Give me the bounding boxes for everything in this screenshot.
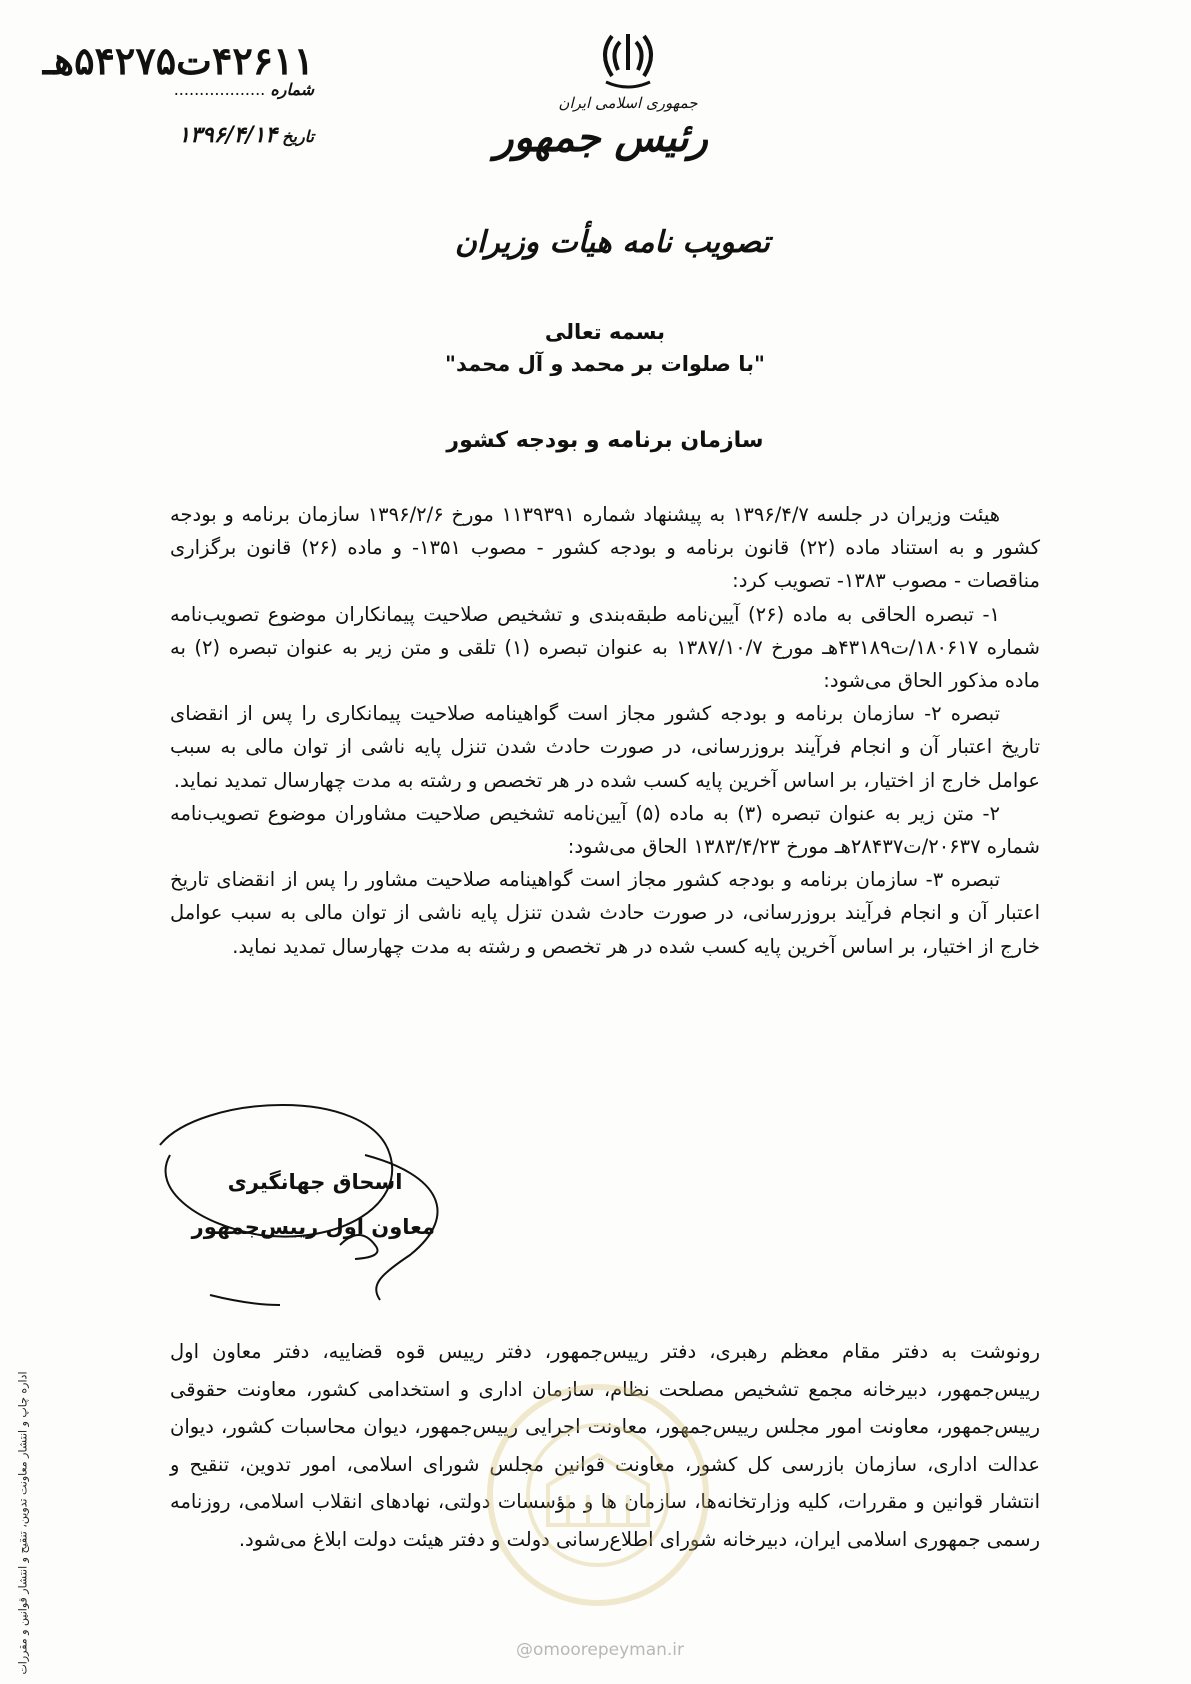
header-emblem-block (494, 30, 708, 161)
watermark-logo-icon (478, 1375, 718, 1615)
decree-item-1: ۱- تبصره الحاقی به ماده (۲۶) آیین‌نامه طبقه‌بندی و تشخیص صلاحیت پیمانکاران موضوع تصویب‌نامه شماره ۱۸۰۶۱۷/ت۴۳۱۸۹هـ مورخ ۱۳۸۷/۱۰/۷ به عنوان تبصره (۱) تلقی و متن زیر به عنوان تبصره (۲) به ماده مذکور الحاق می‌شود: (170, 602, 1040, 693)
presidency-title: رئیس جمهور (494, 114, 708, 161)
iran-emblem-icon (598, 30, 658, 92)
signatory-title: معاون اول رییس‌جمهور (191, 1215, 435, 1239)
republic-title: جمهوری اسلامی ایران (558, 94, 698, 112)
letter-date-row (64, 122, 314, 164)
number-dots: .................. (173, 80, 266, 99)
handwritten-signature (140, 1095, 470, 1315)
date-label: تاریخ (282, 127, 314, 146)
cabinet-decree-title: تصویب نامه هیأت وزیران (454, 225, 770, 260)
decree-body (170, 498, 1040, 963)
side-stamp-text: اداره چاپ و انتشار معاونت تدوین، تنقیح و انتشار قوانین و مقررات (16, 1371, 30, 1675)
number-label: شماره (270, 80, 314, 99)
salawat-heading: "با صلوات بر محمد و آل محمد" (445, 352, 765, 376)
letter-number-value: ۴۲۶۱۱ت۵۴۲۷۵هـ (42, 38, 314, 83)
signatory-name: اسحاق جهانگیری (227, 1170, 403, 1194)
date-value: ۱۳۹۶/۴/۱۴ (178, 122, 278, 148)
letter-number-label-row (64, 80, 314, 122)
decree-item-2: ۲- متن زیر به عنوان تبصره (۳) به ماده (۵) آیین‌نامه تشخیص صلاحیت مشاوران موضوع تصویب‌نامه شماره ۲۰۶۳۷/ت۲۸۴۳۷هـ مورخ ۱۳۸۳/۴/۲۳ الحاق می‌شود: (170, 801, 1040, 859)
letter-number (42, 38, 314, 83)
decree-note-3: تبصره ۳- سازمان برنامه و بودجه کشور مجاز است گواهینامه صلاحیت مشاور را پس از انقضای تاریخ اعتبار آن و انجام فرآیند بروزرسانی، در صورت حادث شدن تنزل پایه ناشی از توان مالی به سبب عوامل خارج از اختیار، بر اساس آخرین پایه کسب شده در هر تخصص و رشته به مدت چهارسال تمدید نماید. (170, 868, 1040, 958)
side-stamp (8, 1371, 38, 1675)
carbon-copy-paragraph: رونوشت به دفتر مقام معظم رهبری، دفتر رییس‌جمهور، دفتر رییس قوه قضاییه، دفتر معاون اول رییس‌جمهور، دبیرخانه مجمع تشخیص مصلحت نظام، سازمان اداری و استخدامی کشور، معاونت حقوقی رییس‌جمهور، معاونت امور مجلس رییس‌جمهور، معاونت اجرایی رییس‌جمهور، دیوان محاسبات کشور، دیوان عدالت اداری، سازمان بازرسی کل کشور، معاونت قوانین مجلس شورای اسلامی، امور تدوین، تنقیح و انتشار قوانین و مقررات، کلیه وزارتخانه‌ها، سازمان ها و مؤسسات دولتی، نهادهای انقلاب اسلامی، روزنامه رسمی جمهوری اسلامی ایران، دبیرخانه شورای اطلاع‌رسانی دولت و دفتر هیئت دولت ابلاغ می‌شود. (170, 1340, 1040, 1551)
decree-note-2: تبصره ۲- سازمان برنامه و بودجه کشور مجاز است گواهینامه صلاحیت پیمانکاری را پس از انقضای تاریخ اعتبار آن و انجام فرآیند بروزرسانی، در صورت حادث شدن تنزل پایه ناشی از توان مالی به سبب عوامل خارج از اختیار، بر اساس آخرین پایه کسب شده در هر تخصص و رشته به مدت چهارسال تمدید نماید. (170, 702, 1040, 792)
letter-meta (42, 38, 314, 164)
recipient-heading: سازمان برنامه و بودجه کشور (446, 428, 764, 453)
decree-intro-paragraph: هیئت وزیران در جلسه ۱۳۹۶/۴/۷ به پیشنهاد شماره ۱۱۳۹۳۹۱ مورخ ۱۳۹۶/۲/۶ سازمان برنامه و بودجه کشور و به استناد ماده (۲۲) قانون برنامه و بودجه کشور - مصوب ۱۳۵۱- و ماده (۲۶) قانون برگزاری مناقصات - مصوب ۱۳۸۳- تصویب کرد: (170, 503, 1040, 593)
basmala-heading: بسمه تعالی (544, 320, 666, 344)
watermark-url: @omoorepeyman.ir (515, 1640, 685, 1660)
